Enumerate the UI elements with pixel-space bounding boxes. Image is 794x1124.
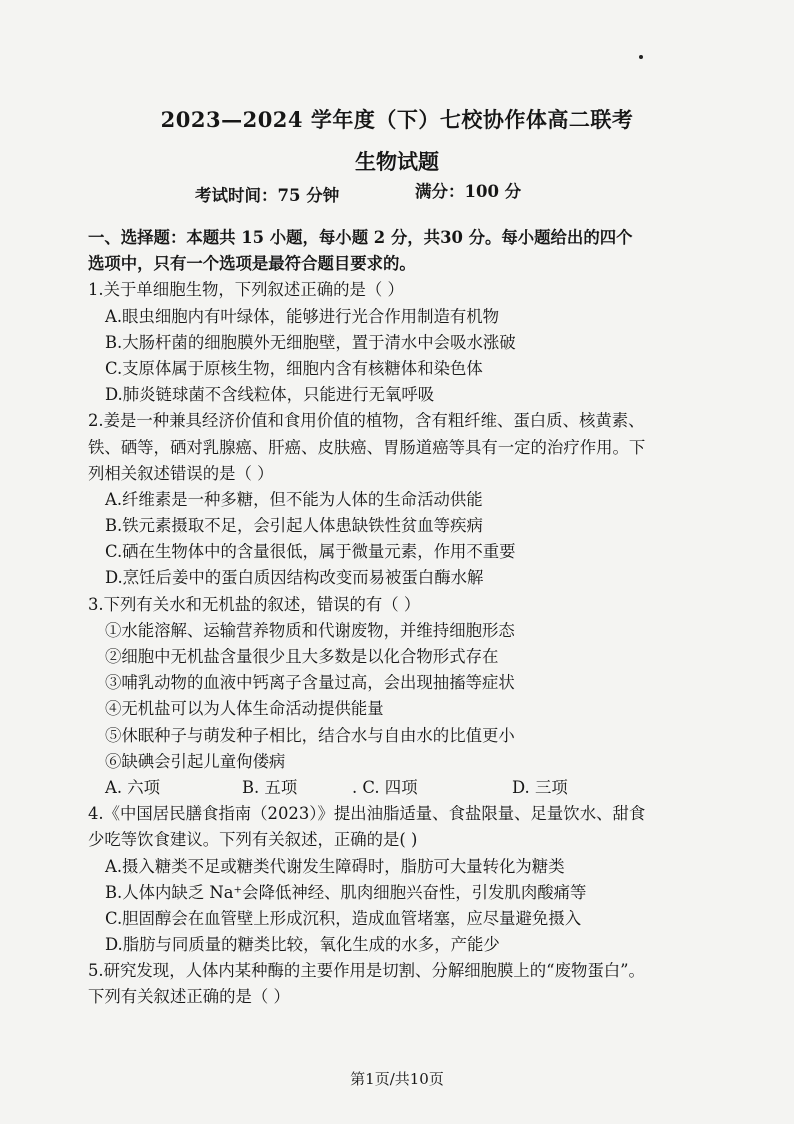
option: B.大肠杆菌的细胞膜外无细胞壁，置于清水中会吸水涨破: [105, 332, 516, 352]
option: D.烹饪后姜中的蛋白质因结构改变而易被蛋白酶水解: [105, 568, 484, 588]
section-intro: 选项中，只有一个选项是最符合题目要求的。: [88, 254, 416, 274]
exam-subject: 生物试题: [355, 149, 439, 174]
question-stem: 下列有关叙述正确的是（ ）: [88, 987, 290, 1007]
statement: ②细胞中无机盐含量很少且大多数是以化合物形式存在: [105, 647, 499, 666]
statement: ⑤休眠种子与萌发种子相比，结合水与自由水的比值更小: [105, 725, 515, 745]
choice-c: . C. 四项: [352, 777, 418, 797]
question-stem: 1.关于单细胞生物，下列叙述正确的是（ ）: [88, 280, 404, 300]
question-stem: 2.姜是一种兼具经济价值和食用价值的植物，含有粗纤维、蛋白质、核黄素、: [88, 411, 645, 431]
option: C.胆固醇会在血管壁上形成沉积，造成血管堵塞，应尽量避免摄入: [105, 908, 582, 928]
option: D.脂肪与同质量的糖类比较，氧化生成的水多，产能少: [105, 935, 500, 955]
option: B.人体内缺乏 Na⁺会降低神经、肌肉细胞兴奋性，引发肌肉酸痛等: [105, 882, 587, 902]
answer-choices: [88, 775, 713, 801]
page-number: 第1页/共10页: [350, 1070, 444, 1088]
question-stem: 5.研究发现，人体内某种酶的主要作用是切割、分解细胞膜上的“废物蛋白”。: [88, 961, 645, 981]
question-stem: 铁、硒等，硒对乳腺癌、肝癌、皮肤癌、胃肠道癌等具有一定的治疗作用。下: [88, 437, 646, 457]
exam-time: 考试时间：75 分钟: [195, 186, 340, 205]
option: A.纤维素是一种多糖，但不能为人体的生命活动供能: [105, 489, 483, 509]
question-stem: 3.下列有关水和无机盐的叙述，错误的有（ ）: [88, 594, 421, 614]
option: C.硒在生物体中的含量很低，属于微量元素，作用不重要: [105, 542, 516, 562]
option: B.铁元素摄取不足，会引起人体患缺铁性贫血等疾病: [105, 516, 483, 536]
full-score: 满分：100 分: [415, 182, 522, 201]
option: C.支原体属于原核生物，细胞内含有核糖体和染色体: [105, 358, 483, 378]
statement: ③哺乳动物的血液中钙离子含量过高，会出现抽搐等症状: [105, 673, 515, 693]
question-stem: 4.《中国居民膳食指南（2023）》提出油脂适量、食盐限量、足量饮水、甜食: [88, 804, 646, 824]
statement: ①水能溶解、运输营养物质和代谢废物，并维持细胞形态: [105, 620, 515, 640]
question-stem: 列相关叙述错误的是（ ）: [88, 463, 274, 483]
option: D.肺炎链球菌不含线粒体，只能进行无氧呼吸: [105, 385, 435, 405]
option: A.摄入糖类不足或糖类代谢发生障碍时，脂肪可大量转化为糖类: [105, 856, 565, 876]
option: A.眼虫细胞内有叶绿体，能够进行光合作用制造有机物: [105, 306, 500, 326]
ink-dot: [639, 55, 643, 59]
question-stem: 少吃等饮食建议。下列有关叙述，正确的是( ): [88, 830, 418, 850]
question-content: [88, 225, 713, 1011]
choice-a: A. 六项: [105, 777, 161, 797]
statement: ④无机盐可以为人体生命活动提供能量: [105, 699, 384, 719]
exam-title: 2023—2024 学年度（下）七校协作体高二联考: [160, 107, 634, 132]
statement: ⑥缺碘会引起儿童佝偻病: [105, 751, 286, 771]
choice-b: B. 五项: [242, 777, 298, 797]
section-intro: 一、选择题：本题共 15 小题，每小题 2 分，共30 分。每小题给出的四个: [88, 228, 633, 247]
choice-d: D. 三项: [512, 777, 568, 797]
